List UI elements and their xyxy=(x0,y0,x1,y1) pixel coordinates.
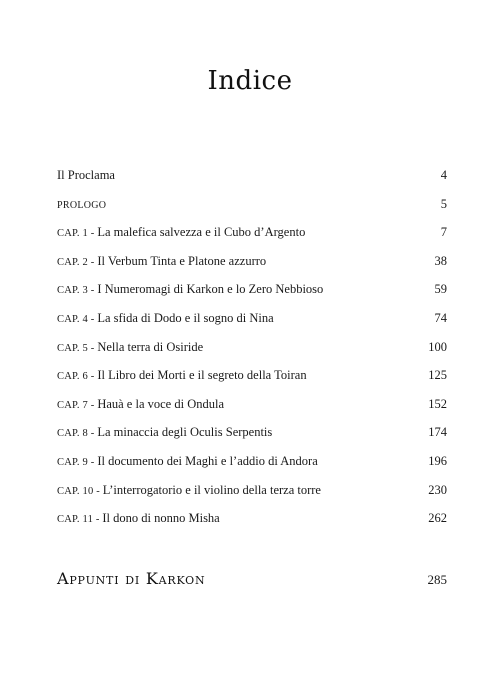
toc-entry-cap-9 xyxy=(57,454,447,483)
toc-entry-page: 152 xyxy=(428,396,447,411)
toc-entry-cap-10 xyxy=(57,483,447,512)
chapter-title: Nella terra di Osiride xyxy=(97,339,204,354)
chapter-title: Il Verbum Tinta e Platone azzurro xyxy=(97,253,267,268)
chapter-prefix: CAP. 9 - xyxy=(57,456,98,468)
chapter-prefix: CAP. 11 - xyxy=(57,514,103,526)
toc-entry-page: 196 xyxy=(428,453,447,468)
toc-entry-cap-8 xyxy=(57,425,447,454)
toc-entry-label xyxy=(57,340,203,355)
chapter-prefix: CAP. 3 - xyxy=(57,285,98,297)
toc-entry-cap-1 xyxy=(57,225,447,254)
toc-entry-cap-5 xyxy=(57,340,447,369)
appendix-page: 285 xyxy=(427,572,447,587)
chapter-title: La sfida di Dodo e il sogno di Nina xyxy=(97,310,274,325)
toc-entry-page: 38 xyxy=(434,253,447,268)
toc-entry-label xyxy=(57,282,323,297)
toc-entry-page: 174 xyxy=(428,425,447,440)
chapter-title: I Numeromagi di Karkon e lo Zero Nebbioso xyxy=(97,282,324,297)
toc-entry-cap-6 xyxy=(57,368,447,397)
toc-entry-label xyxy=(57,511,220,526)
toc-entry-page: 230 xyxy=(428,482,447,497)
chapter-prefix: CAP. 6 - xyxy=(57,371,98,383)
chapter-title: Hauà e la voce di Ondula xyxy=(97,396,224,411)
toc-entry-page: 59 xyxy=(434,282,447,297)
toc-entry-page: 125 xyxy=(428,368,447,383)
chapter-title: Il dono di nonno Misha xyxy=(102,511,220,526)
chapter-title: La malefica salvezza e il Cubo d’Argento xyxy=(97,225,306,240)
chapter-prefix: CAP. 10 - xyxy=(57,485,103,497)
toc-entry-page: 4 xyxy=(440,168,447,182)
toc-entry-page: 5 xyxy=(440,196,447,211)
toc-entry-label xyxy=(57,254,266,269)
toc-entry-label: Il Proclama xyxy=(57,168,115,182)
toc-entry-prologo xyxy=(57,197,447,226)
toc-entry-page: 100 xyxy=(428,339,447,354)
chapter-prefix: CAP. 7 - xyxy=(57,399,98,411)
toc-entry-label xyxy=(57,225,305,240)
toc-entry-cap-3 xyxy=(57,282,447,311)
chapter-prefix: CAP. 2 - xyxy=(57,256,98,268)
chapter-title: Il Libro dei Morti e il segreto della Toiran xyxy=(97,368,307,383)
chapter-title: Il documento dei Maghi e l’addio di Andora xyxy=(97,453,318,468)
toc-list xyxy=(57,168,447,540)
chapter-title: L’interrogatorio e il violino della terza torre xyxy=(102,482,321,497)
toc-entry-label xyxy=(57,397,224,412)
toc-entry-label xyxy=(57,368,307,383)
chapter-prefix: CAP. 4 - xyxy=(57,313,98,325)
chapter-title: La minaccia degli Oculis Serpentis xyxy=(97,425,273,440)
toc-entry-page: 7 xyxy=(440,225,447,240)
toc-entry-label: PROLOGO xyxy=(57,199,107,211)
toc-entry-label xyxy=(57,454,318,469)
toc-entry-page: 262 xyxy=(428,511,447,526)
chapter-prefix: CAP. 1 - xyxy=(57,228,98,240)
toc-entry-cap-11 xyxy=(57,511,447,540)
chapter-prefix: CAP. 5 - xyxy=(57,342,98,354)
toc-entry-page: 74 xyxy=(434,310,447,325)
toc-entry-appendix xyxy=(57,569,447,588)
toc-entry-cap-4 xyxy=(57,311,447,340)
toc-entry-label xyxy=(57,311,274,326)
appendix-label: Appunti di Karkon xyxy=(57,569,206,588)
toc-entry-cap-7 xyxy=(57,397,447,426)
toc-entry-label xyxy=(57,483,321,498)
chapter-prefix: CAP. 8 - xyxy=(57,428,98,440)
toc-entry-label xyxy=(57,425,272,440)
toc-entry-proclama xyxy=(57,168,447,197)
page-title: Indice xyxy=(207,66,293,96)
toc-entry-cap-2 xyxy=(57,254,447,283)
